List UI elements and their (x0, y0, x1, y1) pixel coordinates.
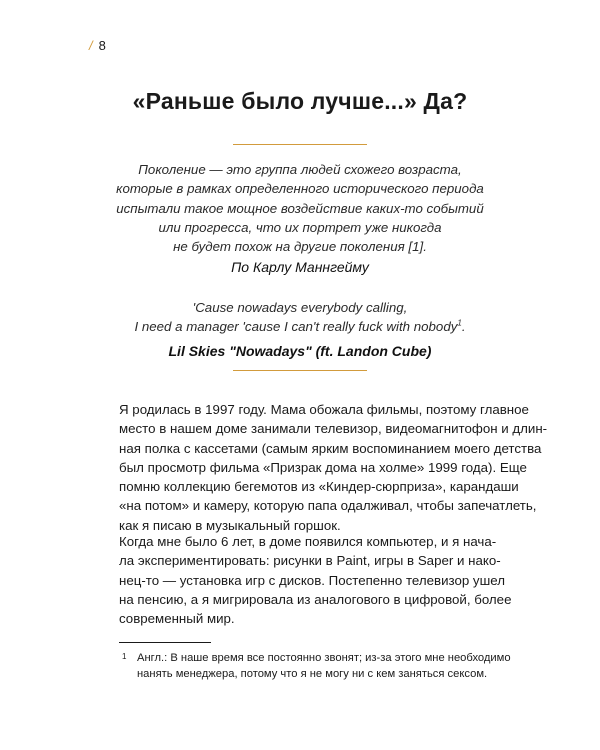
paragraph-line: Я родилась в 1997 году. Мама обожала фильмы, поэтому главное (119, 402, 529, 417)
epigraph-line: Поколение — это группа людей схожего возраста, (138, 162, 462, 177)
paragraph-line: как я писаю в музыкальный горшок. (119, 517, 341, 533)
chapter-title: «Раньше было лучше...» Да? (132, 88, 468, 114)
paragraph-line: ла экспериментировать: рисунки в Paint, игры в Saper и нако- (119, 553, 501, 569)
footnote-divider (119, 642, 211, 643)
page-number-slash-icon: / (89, 38, 93, 53)
epigraph-line: или прогресса, что их портрет уже никогда (158, 219, 442, 235)
paragraph-line: ная полка с кассетами (самым ярким воспоминанием моего детства (119, 440, 542, 456)
footnote-line: Англ.: В наше время все постоянно звонят; из-за этого мне необходимо (137, 652, 511, 664)
paragraph-line: на пенсию, а я мигрировала из аналогового в цифровой, более (119, 591, 512, 607)
footnote-reference: 1 (457, 318, 462, 328)
paragraph-line: место в нашем доме занимали телевизор, видеомагнитофон и длин- (119, 421, 548, 437)
paragraph-line: Когда мне было 6 лет, в доме появился компьютер, и я нача- (119, 534, 497, 549)
epigraph-quote-2 (100, 298, 500, 337)
body-paragraph-2 (119, 532, 512, 628)
paragraph-line: «на потом» и камеру, которую папа одалживал, чтобы запечатлеть, (119, 498, 537, 514)
paragraph-line: помню коллекцию бегемотов из «Киндер-сюрприза», карандаши (119, 479, 519, 495)
epigraph-line: испытали такое мощное воздействие каких-то событий (116, 200, 484, 216)
epigraph-attribution-2: Lil Skies "Nowadays" (ft. Landon Cube) (168, 343, 432, 359)
page-number-value: 8 (98, 38, 106, 53)
epigraph-line: I need a manager 'cause I can't really fuck with nobody$^1$. (134, 318, 466, 335)
epigraph-line: 'Cause nowadays everybody calling, (192, 300, 408, 315)
footnote-mark: 1 (122, 652, 127, 661)
top-divider (233, 144, 367, 145)
epigraph-line: которые в рамках определенного исторического периода (116, 181, 484, 197)
epigraph-attribution-1: По Карлу Маннгейму (231, 259, 369, 275)
bottom-divider (233, 370, 367, 371)
paragraph-line: был просмотр фильма «Призрак дома на холме» 1999 года). Еще (119, 459, 527, 475)
footnote (119, 650, 511, 682)
page-number (89, 38, 106, 53)
epigraph-line-text: I need a manager 'cause I can't really fuck with nobody (134, 319, 458, 335)
footnote-line: нанять менеджера, потому что я не могу ни с кем заняться сексом. (137, 668, 488, 680)
epigraph-line: не будет похож на другие поколения [1]. (173, 239, 427, 255)
paragraph-line: нец-то — установка игр с дисков. Постепенно телевизор ушел (119, 572, 505, 588)
body-paragraph-1 (119, 400, 548, 535)
epigraph-quote-1 (100, 160, 500, 256)
paragraph-line: современный мир. (119, 611, 235, 627)
